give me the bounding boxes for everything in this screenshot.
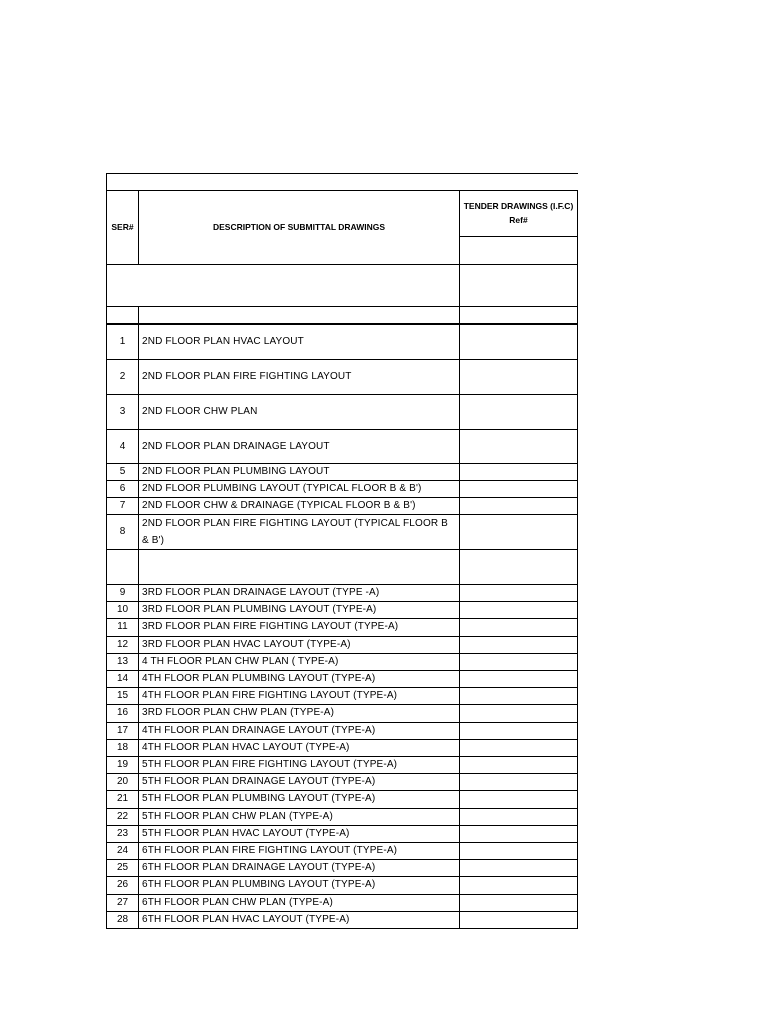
row-border	[106, 670, 578, 671]
row-description: 5TH FLOOR PLAN PLUMBING LAYOUT (TYPE-A)	[142, 793, 376, 805]
row-ser-number: 15	[116, 690, 129, 702]
row-description: 2ND FLOOR PLAN PLUMBING LAYOUT	[142, 466, 330, 477]
row-ser-number: 25	[116, 862, 129, 874]
row-description: 2ND FLOOR PLAN FIRE FIGHTING LAYOUT	[142, 371, 352, 382]
row-ser-number: 11	[117, 621, 128, 633]
row-border	[106, 480, 578, 481]
row-ser-number: 14	[116, 673, 129, 685]
row-ser-number: 1	[119, 336, 126, 347]
row-border	[106, 549, 578, 550]
row-border	[106, 825, 578, 826]
row-border	[106, 911, 578, 912]
row-border	[106, 497, 578, 498]
row-description: 6TH FLOOR PLAN DRAINAGE LAYOUT (TYPE-A)	[142, 862, 376, 874]
submittal-table	[106, 173, 578, 928]
row-ser-number: 4	[119, 440, 126, 452]
row-description: 4TH FLOOR PLAN FIRE FIGHTING LAYOUT (TYPE-A)	[142, 690, 398, 702]
row-ser-number: 27	[116, 896, 129, 908]
row-ser-number: 20	[116, 776, 129, 788]
row-ser-number: 24	[116, 845, 129, 857]
row-border	[106, 618, 578, 619]
row-description: 4TH FLOOR PLAN HVAC LAYOUT (TYPE-A)	[142, 741, 350, 753]
row-ser-number: 13	[116, 655, 129, 667]
table-top-border	[106, 173, 578, 174]
desc-column-divider	[459, 190, 460, 928]
row-border	[106, 463, 578, 464]
row-ser-number: 2	[119, 371, 126, 382]
row-ser-number: 6	[119, 483, 126, 494]
row-border	[106, 601, 578, 602]
row-description: 4TH FLOOR PLAN PLUMBING LAYOUT (TYPE-A)	[142, 673, 376, 685]
row-border	[106, 790, 578, 791]
row-border	[106, 429, 578, 430]
row-description: 3RD FLOOR PLAN HVAC LAYOUT (TYPE-A)	[142, 638, 351, 650]
row-ser-number: 21	[116, 793, 129, 805]
table-right-border	[577, 190, 578, 928]
row-ser-number: 7	[119, 500, 126, 511]
ref-box-line	[459, 236, 578, 237]
row-ser-number: 23	[116, 827, 129, 839]
row-description: 6TH FLOOR PLAN PLUMBING LAYOUT (TYPE-A)	[142, 879, 376, 891]
row-description: 2ND FLOOR PLAN DRAINAGE LAYOUT	[142, 440, 330, 452]
row-border	[106, 739, 578, 740]
row-ser-number: 19	[116, 759, 129, 771]
row-ser-number: 17	[116, 724, 129, 736]
row-description: 5TH FLOOR PLAN CHW PLAN (TYPE-A)	[142, 810, 333, 822]
row-border	[106, 722, 578, 723]
row-description: 2ND FLOOR CHW PLAN	[142, 406, 258, 417]
ser-header: SER#	[111, 222, 134, 232]
row-description: 6TH FLOOR PLAN HVAC LAYOUT (TYPE-A)	[142, 913, 350, 925]
row-border	[106, 876, 578, 877]
row-description: 2ND FLOOR PLUMBING LAYOUT (TYPICAL FLOOR B & B')	[142, 483, 422, 494]
ref-header: Ref#	[509, 215, 528, 225]
description-header: DESCRIPTION OF SUBMITTAL DRAWINGS	[212, 222, 386, 232]
spacer-row-border	[106, 306, 578, 307]
row-description	[139, 549, 459, 584]
row-description: 6TH FLOOR PLAN FIRE FIGHTING LAYOUT (TYPE-A)	[142, 845, 398, 857]
row-border	[106, 928, 578, 929]
row-description: 2ND FLOOR PLAN FIRE FIGHTING LAYOUT (TYPICAL FLOOR B & B')	[142, 517, 448, 546]
row-ser-number: 18	[116, 741, 129, 753]
ser-column-divider-body	[138, 306, 139, 928]
row-ser-number: 3	[119, 406, 126, 417]
row-description: 3RD FLOOR PLAN DRAINAGE LAYOUT (TYPE -A)	[142, 587, 380, 599]
row-description: 4TH FLOOR PLAN DRAINAGE LAYOUT (TYPE-A)	[142, 724, 376, 736]
row-description: 5TH FLOOR PLAN DRAINAGE LAYOUT (TYPE-A)	[142, 776, 376, 788]
row-border	[106, 359, 578, 360]
row-ser-number: 22	[116, 810, 129, 822]
row-border	[106, 394, 578, 395]
row-ser-number: 10	[116, 604, 129, 616]
row-border	[106, 859, 578, 860]
row-description: 5TH FLOOR PLAN FIRE FIGHTING LAYOUT (TYPE-A)	[142, 759, 398, 771]
row-border	[106, 514, 578, 515]
row-border	[106, 704, 578, 705]
row-description: 6TH FLOOR PLAN CHW PLAN (TYPE-A)	[142, 896, 333, 908]
row-ser-number: 26	[116, 879, 129, 891]
row-border	[106, 687, 578, 688]
row-ser-number: 5	[119, 466, 126, 477]
row-description: 5TH FLOOR PLAN HVAC LAYOUT (TYPE-A)	[142, 827, 350, 839]
row-ser-number: 16	[116, 707, 129, 719]
header-bottom-border	[106, 264, 578, 265]
row-border	[106, 653, 578, 654]
row-border	[106, 584, 578, 585]
row-ser-number: 12	[116, 638, 129, 650]
row-border	[106, 773, 578, 774]
row-border	[106, 808, 578, 809]
row-border	[106, 842, 578, 843]
row-border	[106, 756, 578, 757]
row-border	[106, 894, 578, 895]
row-ser-number: 9	[119, 587, 126, 599]
row-border	[106, 636, 578, 637]
row-ser-number: 8	[119, 526, 126, 537]
row-description: 2ND FLOOR CHW & DRAINAGE (TYPICAL FLOOR B & B')	[142, 500, 416, 511]
tender-drawings-header: TENDER DRAWINGS (I.F.C)	[463, 201, 574, 211]
row-ser-number	[106, 549, 139, 584]
row-description: 3RD FLOOR PLAN CHW PLAN (TYPE-A)	[142, 707, 335, 719]
row-description: 4 TH FLOOR PLAN CHW PLAN ( TYPE-A)	[142, 655, 339, 667]
row-ser-number: 28	[116, 913, 129, 925]
row-description: 2ND FLOOR PLAN HVAC LAYOUT	[142, 336, 304, 347]
row-description: 3RD FLOOR PLAN PLUMBING LAYOUT (TYPE-A)	[142, 604, 377, 616]
row-description: 3RD FLOOR PLAN FIRE FIGHTING LAYOUT (TYPE-A)	[142, 621, 399, 633]
